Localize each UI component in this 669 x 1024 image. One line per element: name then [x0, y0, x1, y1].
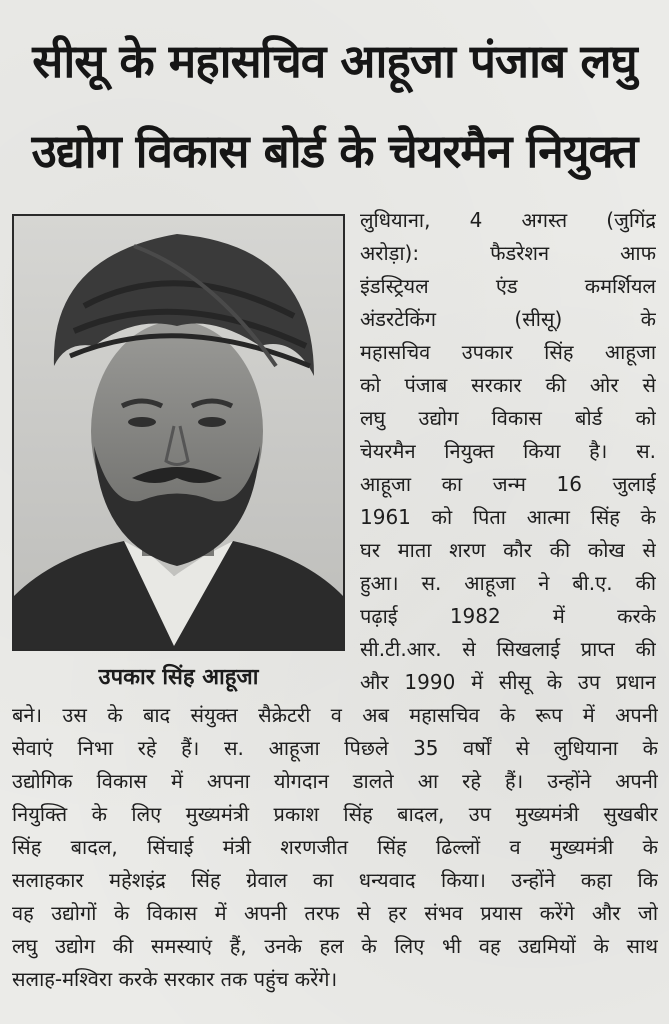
- article-line: बने। उस के बाद संयुक्त सैक्रेटरी व अब महासचिव के रूप में अपनी: [12, 703, 658, 727]
- article-line: सलाहकार महेशइंद्र सिंह ग्रेवाल का धन्यवाद किया। उन्होंने कहा कि: [12, 868, 658, 892]
- article-line: अरोड़ा): फैडरेशन आफ: [360, 241, 656, 265]
- article-line: चेयरमैन नियुक्त किया है। स.: [360, 439, 656, 463]
- article-line: उद्योगिक विकास में अपना योगदान डालते आ रहे हैं। उन्होंने अपनी: [12, 769, 658, 793]
- headline-line-1: सीसू के महासचिव आहूजा पंजाब लघु: [32, 34, 637, 88]
- article-line: आहूजा का जन्म 16 जुलाई: [360, 472, 656, 496]
- article-line: सलाह-मश्विरा करके सरकार तक पहुंच करेंगे।: [12, 967, 338, 991]
- headline-line-2: उद्योग विकास बोर्ड के चेयरमैन नियुक्त: [31, 124, 638, 178]
- article-line: महासचिव उपकार सिंह आहूजा: [360, 340, 656, 364]
- portrait-illustration: [14, 216, 343, 649]
- article-line: को पंजाब सरकार की ओर से: [360, 373, 656, 397]
- article-line: हुआ। स. आहूजा ने बी.ए. की: [360, 571, 656, 595]
- article-line: लघु उद्योग की समस्याएं हैं, उनके हल के लिए भी वह उद्यमियों के साथ: [12, 934, 658, 958]
- article-line: घर माता शरण कौर की कोख से: [360, 538, 656, 562]
- article-line: और 1990 में सीसू के उप प्रधान: [360, 670, 656, 694]
- portrait-photo: [12, 214, 345, 651]
- article-line: वह उद्योगों के विकास में अपनी तरफ से हर संभव प्रयास करेंगे और जो: [12, 901, 658, 925]
- article-line: 1961 को पिता आत्मा सिंह के: [360, 505, 656, 529]
- article-line: लुधियाना, 4 अगस्त (जुगिंद्र: [360, 208, 656, 232]
- article-line: इंडस्ट्रियल एंड कमर्शियल: [360, 274, 656, 298]
- article-line: सिंह बादल, सिंचाई मंत्री शरणजीत सिंह ढिल्लों व मुख्यमंत्री के: [12, 835, 658, 859]
- article-line: सेवाएं निभा रहे हैं। स. आहूजा पिछले 35 वर्षों से लुधियाना के: [12, 736, 658, 760]
- article-line: अंडरटेकिंग (सीसू) के: [360, 307, 656, 331]
- photo-caption: उपकार सिंह आहूजा: [98, 665, 259, 690]
- article-line: लघु उद्योग विकास बोर्ड को: [360, 406, 656, 430]
- article-line: सी.टी.आर. से सिखलाई प्राप्त की: [360, 637, 656, 661]
- article-line: पढ़ाई 1982 में करके: [360, 604, 656, 628]
- article-line: नियुक्ति के लिए मुख्यमंत्री प्रकाश सिंह बादल, उप मुख्यमंत्री सुखबीर: [12, 802, 658, 826]
